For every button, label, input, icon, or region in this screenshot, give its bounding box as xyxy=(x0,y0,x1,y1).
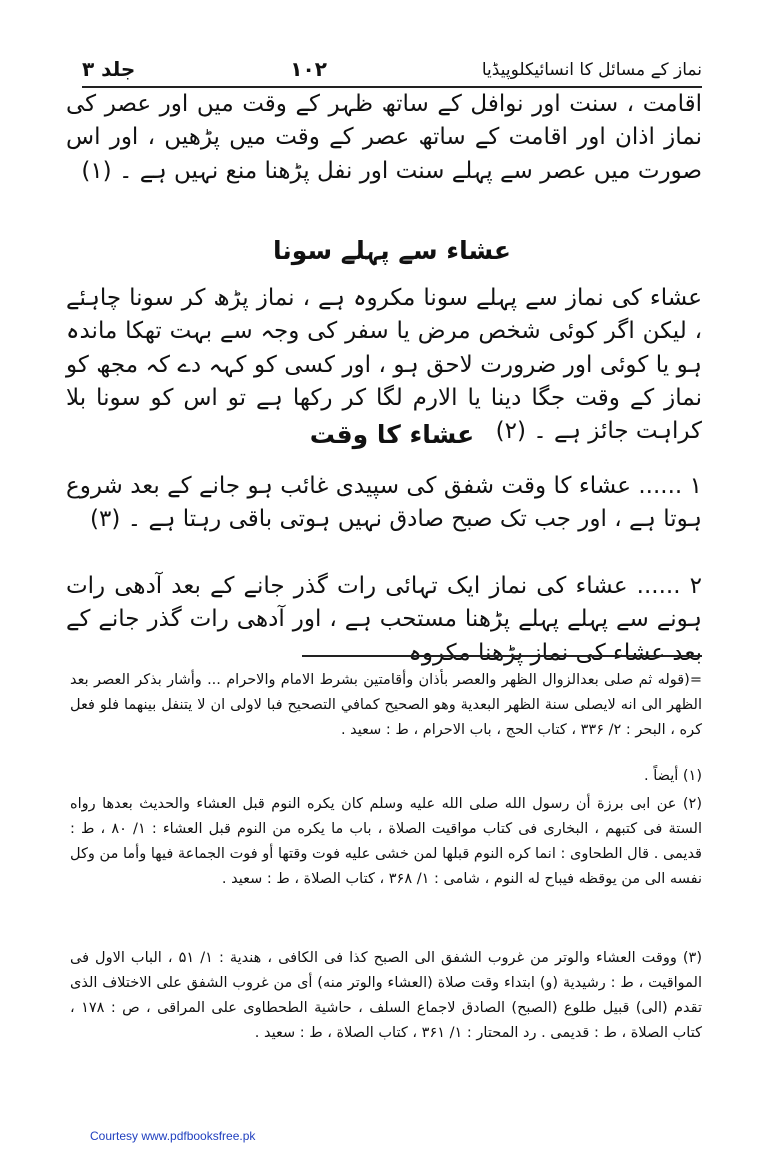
courtesy-footer: Courtesy www.pdfbooksfree.pk xyxy=(90,1129,256,1143)
page-header xyxy=(82,52,702,86)
paragraph-4: ۲ ...... عشاء کی نماز ایک تہائی رات گذر جانے کے بعد آدھی رات ہونے سے پہلے پہلے پڑھنا مستحب ہے ، اور آدھی رات گذر جانے کے بعد عشاء کی نماز پڑھنا مکروہ xyxy=(66,573,702,666)
section-heading-sleep-before-isha: عشاء سے پہلے سونا xyxy=(273,236,511,265)
footnote-continued: =(قوله ثم صلى بعدالزوال الظهر والعصر بأذان وأقامتين بشرط الامام والاحرام ... وأشار بذكر العصر بعد الظهر الى انه لايصلى سنة الظهر البعدية وهو الصحيح كمافي التصحيح فبا لاولى ان لا يتنفل بينهما فلو فعل كره ، البحر : ۲/ ۳۳۶ ، كتاب الحج ، باب الاحرام ، ط : سعيد . xyxy=(70,672,702,738)
book-title: نماز کے مسائل کا انسائیکلوپیڈیا xyxy=(481,59,702,80)
footnote-2: (۲) عن ابى برزة أن رسول الله صلى الله عليه وسلم كان يكره النوم قبل العشاء والحديث بعدها رواه الستة فى كتبهم ، البخارى فى كتاب مواقيت الصلاة ، باب ما يكره من النوم قبل العشاء : ۱/ ۸۰ ، ط : قديمى . قال الطحاوى : انما كره النوم قبلها لمن خشى عليه فوت وقتها أو فوت الجماعة فيها وأما من وكل نفسه الى من يوقظه فيباح له النوم ، شامى : ۱/ ۳۶۸ ، كتاب الصلاة ، ط : سعيد . xyxy=(70,796,703,887)
footnote-3: (۳) ووقت العشاء والوتر من غروب الشفق الى الصبح كذا فى الكافى ، هندية : ۱/ ۵۱ ، الباب الاول فى المواقيت ، ط : رشيدية (و) ابتداء وقت صلاة (العشاء والوتر منه) أى من غروب الشفق على الاختلاف الذى تقدم (الى) قبيل طلوع (الصبح) الصادق لاجماع السلف ، حاشية الطحطاوى على المراقى ، ص : ۱۷۸ ، كتاب الصلاة ، ط : قديمى . رد المحتار : ۱/ ۳۶۱ ، كتاب الصلاة ، ط : سعيد . xyxy=(70,950,703,1041)
footnotes-divider xyxy=(302,655,702,657)
paragraph-3: ۱ ...... عشاء کا وقت شفق کی سپیدی غائب ہو جانے کے بعد شروع ہوتا ہے ، اور جب تک صبح صادق نہیں ہوتی باقی رہتا ہے ۔ (۳) xyxy=(66,473,702,533)
footnote-1: (۱) أيضاً . xyxy=(643,768,702,784)
volume-label: جلد ۳ xyxy=(82,57,136,81)
section-heading-isha-time: عشاء کا وقت xyxy=(309,420,475,449)
paragraph-1: اقامت ، سنت اور نوافل کے ساتھ ظہر کے وقت میں اور عصر کی نماز اذان اور اقامت کے ساتھ عصر کے وقت میں پڑھیں ، اور اس صورت میں عصر سے پہلے سنت اور نفل پڑھنا منع نہیں ہے ۔ (۱) xyxy=(66,91,702,184)
paragraph-2: عشاء کی نماز سے پہلے سونا مکروہ ہے ، نماز پڑھ کر سونا چاہئے ، لیکن اگر کوئی شخص مرض یا سفر کی وجہ سے بہت تھکا ماندہ ہو یا کوئی اور ضرورت لاحق ہو ، اور کسی کو کہہ دے کہ مجھ کو نماز کے وقت جگا دینا یا الارم لگا کر رکھا ہے تو اس کو سونا بلا کراہت جائز ہے ۔ (۲) xyxy=(66,285,702,445)
page-number: ۱۰۲ xyxy=(290,57,327,81)
